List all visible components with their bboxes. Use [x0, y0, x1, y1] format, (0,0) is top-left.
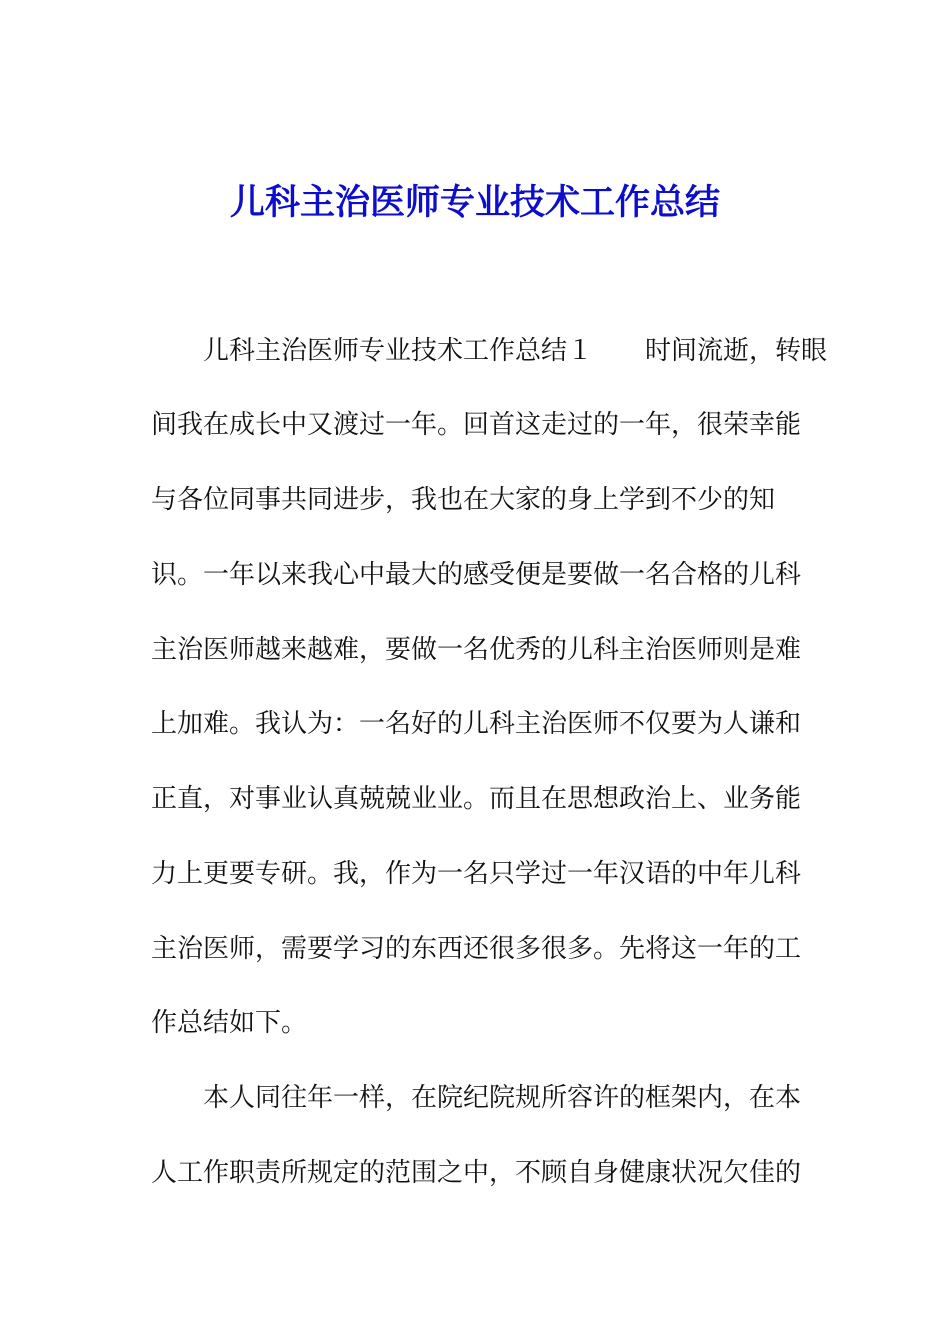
paragraph-line — [203, 331, 828, 371]
paragraph-line: 本人同往年一样，在院纪院规所容许的框架内，在本 — [203, 1083, 802, 1113]
paragraph-line: 主治医师越来越难，要做一名优秀的儿科主治医师则是难 — [151, 635, 802, 665]
document-title: 儿科主治医师专业技术工作总结 — [229, 183, 720, 223]
section-heading-inline: 儿科主治医师专业技术工作总结１ — [203, 336, 594, 366]
paragraph-line: 上加难。我认为：一名好的儿科主治医师不仅要为人谦和 — [151, 709, 802, 739]
paragraph-line: 与各位同事共同进步，我也在大家的身上学到不少的知 — [151, 485, 776, 515]
paragraph-line: 识。一年以来我心中最大的感受便是要做一名合格的儿科 — [151, 560, 802, 590]
paragraph-line: 力上更要专研。我，作为一名只学过一年汉语的中年儿科 — [151, 859, 802, 889]
paragraph-line: 作总结如下。 — [151, 1008, 308, 1038]
paragraph-line: 人工作职责所规定的范围之中，不顾自身健康状况欠佳的 — [151, 1158, 802, 1188]
paragraph-line: 主治医师，需要学习的东西还很多很多。先将这一年的工 — [151, 934, 802, 964]
paragraph-line: 正直，对事业认真兢兢业业。而且在思想政治上、业务能 — [151, 784, 802, 814]
paragraph-line: 间我在成长中又渡过一年。回首这走过的一年，很荣幸能 — [151, 410, 802, 440]
paragraph-text: 时间流逝，转眼 — [645, 336, 828, 366]
